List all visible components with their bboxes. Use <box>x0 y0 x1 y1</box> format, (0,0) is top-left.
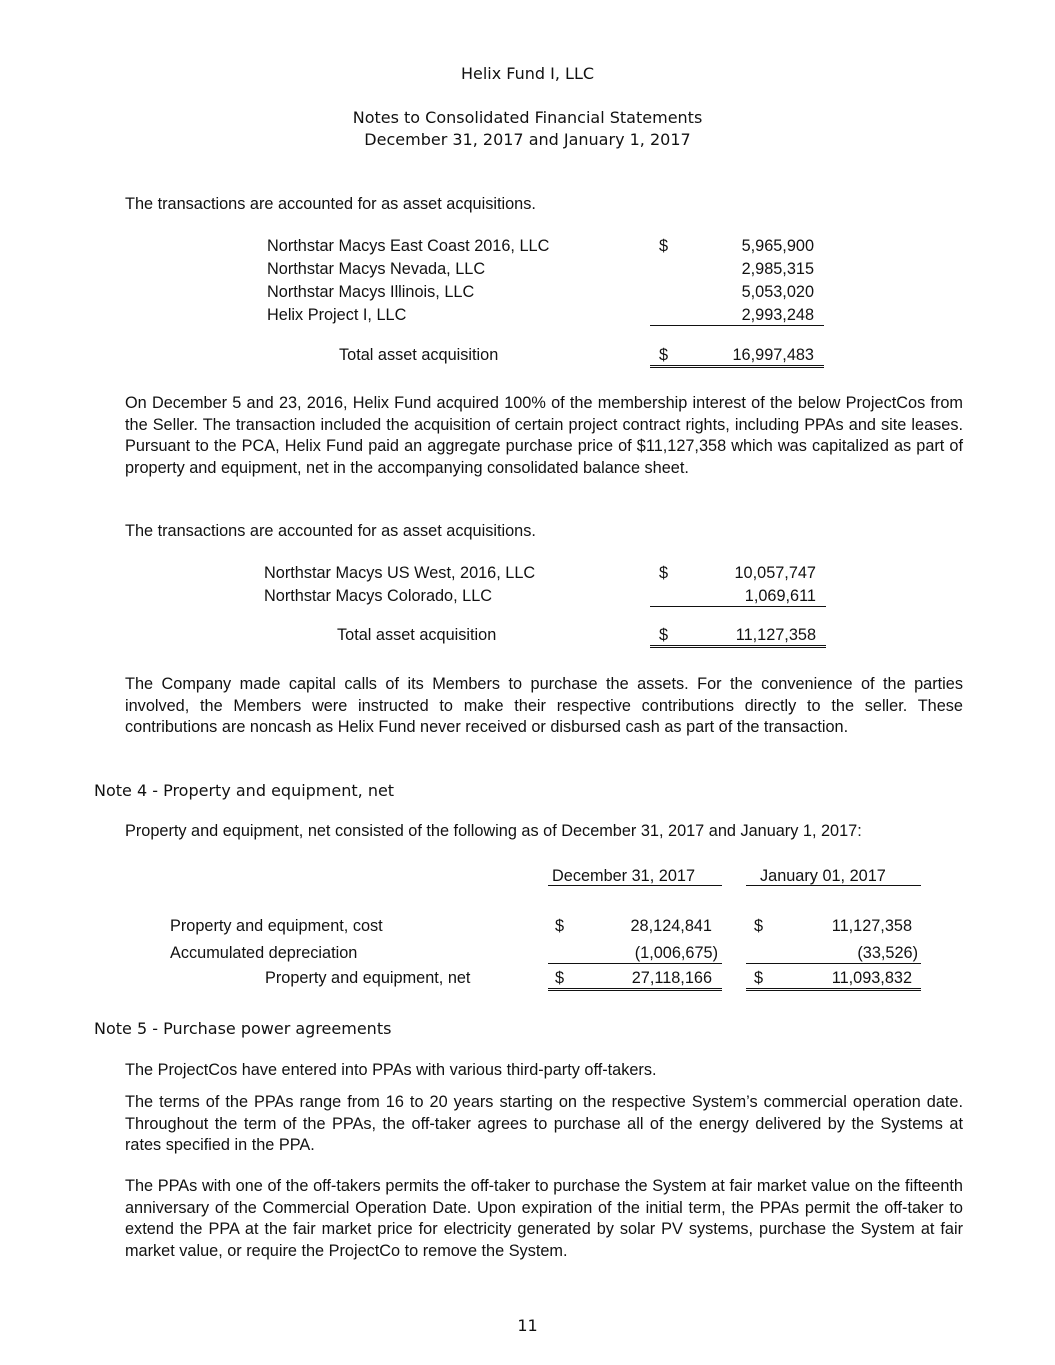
table-row-currency: $ <box>754 969 764 987</box>
table-row-label: Accumulated depreciation <box>170 944 358 962</box>
subtotal-rule <box>746 963 921 964</box>
table-row-name: Helix Project I, LLC <box>267 306 407 324</box>
table-row-currency: $ <box>555 969 565 987</box>
table-row-amount: 10,057,747 <box>734 564 816 582</box>
table-row-currency: $ <box>754 917 764 935</box>
total-label: Total asset acquisition <box>339 346 499 364</box>
table-row-value: (33,526) <box>857 944 918 962</box>
total-double-rule <box>746 988 921 991</box>
table-row-name: Northstar Macys East Coast 2016, LLC <box>267 237 550 255</box>
column-header-dec-2017: December 31, 2017 <box>552 867 696 885</box>
table-row-name: Northstar Macys US West, 2016, LLC <box>264 564 536 582</box>
column-header-rule <box>746 885 921 886</box>
total-currency: $ <box>659 346 669 364</box>
subtotal-rule <box>650 325 824 326</box>
table-row-name: Northstar Macys Nevada, LLC <box>267 260 486 278</box>
table-row-currency: $ <box>659 564 669 582</box>
table-row-value: 27,118,166 <box>631 969 712 987</box>
document-title: Notes to Consolidated Financial Statements <box>352 108 703 127</box>
page-number: 11 <box>517 1316 538 1335</box>
note-5-paragraph-2: The terms of the PPAs range from 16 to 20 years starting on the respective System’s commercial operation date. Throughout the term of the PPAs, the off-taker agrees to purchase all of the energy delivered by the Systems at rates specified in the PPA. <box>125 1093 963 1155</box>
subtotal-rule <box>548 963 722 964</box>
total-double-rule <box>548 988 722 991</box>
subtotal-rule <box>650 606 826 607</box>
note-4-intro: Property and equipment, net consisted of the following as of December 31, 2017 and January 1, 2017: <box>125 822 862 840</box>
table-row-amount: 2,993,248 <box>741 306 814 324</box>
table-row-label: Property and equipment, cost <box>170 917 383 935</box>
total-currency: $ <box>659 626 669 644</box>
column-header-rule <box>548 885 722 886</box>
total-double-rule <box>650 365 824 368</box>
intro-sentence-1: The transactions are accounted for as asset acquisitions. <box>125 195 536 213</box>
total-amount: 11,127,358 <box>735 626 816 644</box>
acquisition-paragraph: On December 5 and 23, 2016, Helix Fund acquired 100% of the membership interest of the below ProjectCos from the Seller. The transaction included the acquisition of certain project contract rights, including PPAs and site leases. Pursuant to the PCA, Helix Fund paid an aggregate purchase price of $11,127,358 which was capitalized as part of property and equipment, net in the accompanying consolidated balance sheet. <box>125 394 963 477</box>
table-row-name: Northstar Macys Illinois, LLC <box>267 283 475 301</box>
table-row-value: 11,127,358 <box>831 917 912 935</box>
note-5-paragraph-1: The ProjectCos have entered into PPAs with various third-party off-takers. <box>125 1061 657 1079</box>
table-row-value: 11,093,832 <box>831 969 912 987</box>
capital-calls-paragraph: The Company made capital calls of its Members to purchase the assets. For the convenience of the parties involved, the Members were instructed to make their respective contributions directly to the seller. These contributions are noncash as Helix Fund never received or disbursed cash as part of the transaction. <box>125 675 963 737</box>
note-5-heading: Note 5 - Purchase power agreements <box>94 1019 392 1038</box>
table-row-value: (1,006,675) <box>634 944 718 962</box>
note-4-heading: Note 4 - Property and equipment, net <box>94 781 395 800</box>
table-row-amount: 5,965,900 <box>741 237 814 255</box>
table-row-label: Property and equipment, net <box>265 969 471 987</box>
table-row-amount: 2,985,315 <box>741 260 814 278</box>
table-row-currency: $ <box>555 917 565 935</box>
total-label: Total asset acquisition <box>337 626 497 644</box>
company-name: Helix Fund I, LLC <box>460 64 595 83</box>
period-subtitle: December 31, 2017 and January 1, 2017 <box>364 130 691 149</box>
column-header-jan-2017: January 01, 2017 <box>760 867 886 885</box>
total-double-rule <box>650 645 826 648</box>
table-row-amount: 5,053,020 <box>741 283 814 301</box>
table-row-amount: 1,069,611 <box>744 587 816 605</box>
table-row-value: 28,124,841 <box>630 917 712 935</box>
intro-sentence-2: The transactions are accounted for as asset acquisitions. <box>125 522 536 540</box>
note-5-paragraph-3: The PPAs with one of the off-takers permits the off-taker to purchase the System at fair market value on the fifteenth anniversary of the Commercial Operation Date. Upon expiration of the initial term, the PPAs permit the off-taker to extend the PPA at the fair market price for electricity generated by solar PV systems, purchase the System at fair market value, or require the ProjectCo to remove the System. <box>125 1177 963 1260</box>
total-amount: 16,997,483 <box>732 346 814 364</box>
table-row-currency: $ <box>659 237 669 255</box>
table-row-name: Northstar Macys Colorado, LLC <box>264 587 493 605</box>
